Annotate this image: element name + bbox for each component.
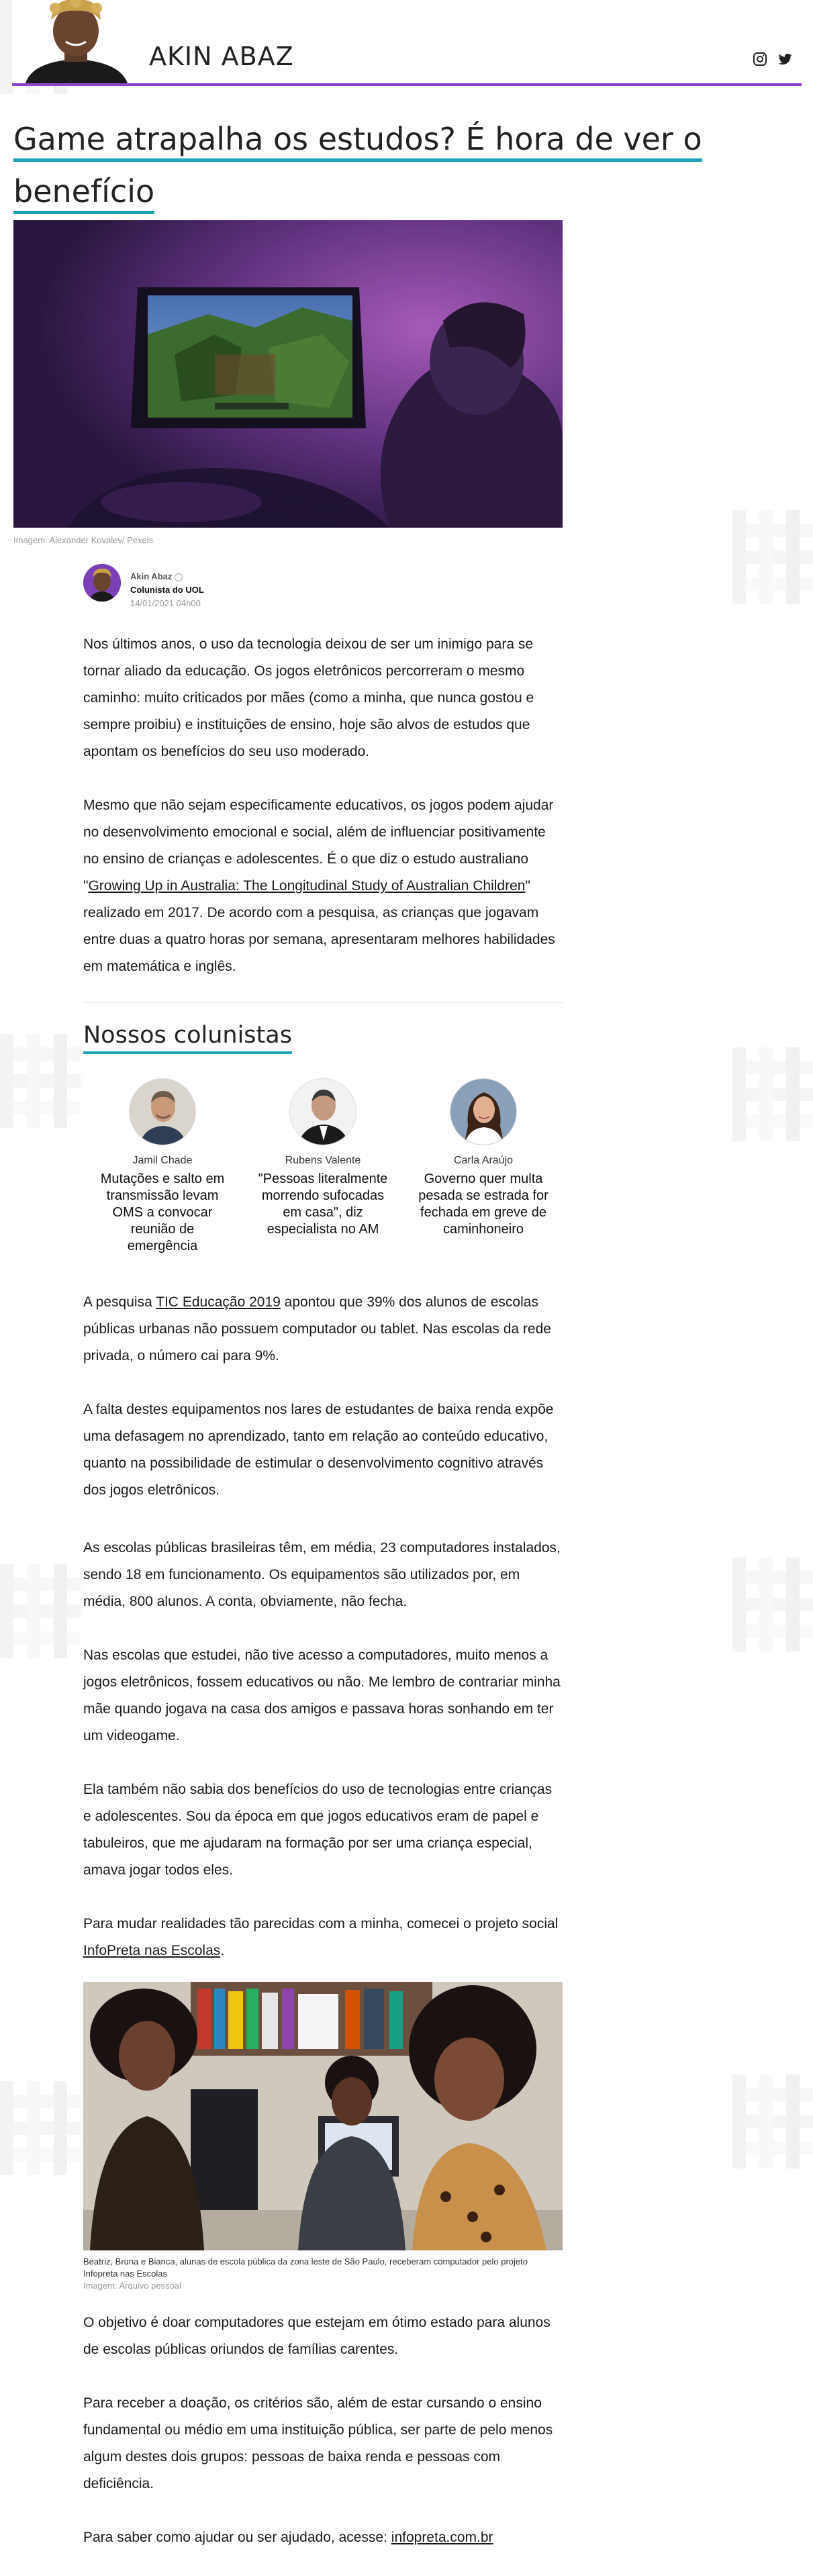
twitter-icon[interactable] [777,51,793,67]
verified-icon [175,573,183,581]
publish-date: 14/01/2021 04h00 [130,598,201,608]
students-photo-credit: Imagem: Arquivo pessoal [83,2281,181,2291]
paragraph-3-text: A pesquisa [83,1294,156,1310]
paragraph-7: Ela também não sabia dos benefícios do uso de tecnologias entre crianças e adolescentes. Sou da época em que jogos educativos eram de papel e tabuleiros, que me ajudaram na formação por ser uma criança especial, amava jogar todos eles. [83,1782,553,1878]
paragraph-2-text-end: " realizado em 2017. De acordo com a pesquisa, as crianças que jogavam entre duas a quatro horas por semana, apresentaram melhores habilidades em matemática e inglês. [83,878,555,974]
paragraph-11-text: Para saber como ajudar ou ser ajudado, acesse: [83,2530,391,2545]
paragraph-8-text-end: . [220,1943,225,1958]
columnist-name: Carla Araújo [453,1155,514,1166]
header-avatar[interactable] [12,0,140,83]
decorative-pattern [732,1047,813,1141]
paragraph-3 [83,1289,563,1370]
paragraph-11 [83,2524,563,2551]
site-header [0,0,813,86]
columnist-card-carla[interactable] [404,1078,563,1238]
author-name-text: Akin Abaz [130,571,173,581]
paragraph-3-text-end: apontou que 39% dos alunos de escolas públicas urbanas não possuem computador ou tablet. Nas escolas da rede privada, o número cai para 9%. [83,1294,551,1364]
hero-image [13,220,563,528]
columnist-photo[interactable] [450,1078,517,1145]
paragraph-6: Nas escolas que estudei, não tive acesso a computadores, muito menos a jogos eletrônicos, fossem educativos ou não. Me lembro de contrariar minha mãe quando jogava na casa dos amigos e passava horas sonhando em ter um videogame. [83,1648,561,1744]
site-author-name[interactable]: AKIN ABAZ [149,42,294,71]
author-role: Colunista do UOL [130,585,204,595]
columnist-headline[interactable]: Mutações e salto em transmissão levam OMS a convocar reunião de emergência [100,1172,225,1253]
paragraph-9: O objetivo é doar computadores que estejam em ótimo estado para alunos de escolas públicas oriundos de famílias carentes. [83,2315,551,2357]
section-divider [83,1002,563,1003]
article-title-line1: Game atrapalha os estudos? É hora de ver o benefício [13,121,702,214]
decorative-pattern [0,2081,81,2175]
columnist-name: Jamil Chade [132,1155,193,1166]
columnist-photo[interactable] [129,1078,196,1145]
decorative-pattern [732,2074,813,2168]
columnist-headline[interactable]: "Pessoas literalmente morrendo sufocadas em casa", diz especialista no AM [258,1172,388,1237]
instagram-icon[interactable] [752,51,768,67]
columnist-card-jamil[interactable] [83,1078,242,1255]
columnist-name: Rubens Valente [285,1155,361,1166]
decorative-pattern [732,510,813,604]
paragraph-5: As escolas públicas brasileiras têm, em média, 23 computadores instalados, sendo 18 em funcionamento. Os equipamentos são utilizados por, em média, 800 alunos. A conta, obviamente, não fecha. [83,1540,561,1609]
paragraph-8-text: Para mudar realidades tão parecidas com a minha, comecei o projeto social [83,1916,559,1931]
paragraph-1: Nos últimos anos, o uso da tecnologia deixou de ser um inimigo para se tornar aliado da educação. Os jogos eletrônicos percorreram o mesmo caminho: muito criticados por mães (como a minha, que nunca gostou e sempre proibiu) e instituições de ensino, hoje são alvos de estudos que apontam os benefícios do seu uso moderado. [83,636,534,759]
paragraph-8 [83,1911,563,1964]
students-photo-caption: Beatriz, Bruna e Bianca, alunas de escola pública da zona leste de São Paulo, receberam computador pelo projeto Infopreta nas Escolas [83,2256,528,2279]
columnists-title: Nossos colunistas [83,1022,292,1054]
header-divider [12,83,802,86]
columnist-photo[interactable] [289,1078,356,1145]
author-avatar[interactable] [83,564,121,602]
decorative-pattern [0,1034,81,1128]
tic-educacao-link[interactable]: TIC Educação 2019 [156,1294,281,1310]
decorative-pattern [0,1564,81,1658]
columnist-headline[interactable]: Governo quer multa pesada se estrada for fechada em greve de caminhoneiro [418,1172,548,1237]
study-link[interactable]: Growing Up in Australia: The Longitudinal Study of Australian Children [88,878,526,894]
paragraph-2 [83,792,563,980]
columnist-card-rubens[interactable] [244,1078,402,1238]
decorative-pattern [732,1558,813,1652]
infopreta-escolas-link[interactable]: InfoPreta nas Escolas [83,1943,221,1958]
paragraph-4: A falta destes equipamentos nos lares de estudantes de baixa renda expõe uma defasagem no aprendizado, tanto em relação ao conteúdo educativo, quanto na possibilidade de estimular o desenvolvimento cognitivo através dos jogos eletrônicos. [83,1402,554,1498]
students-photo [83,1982,563,2250]
infopreta-site-link[interactable]: infopreta.com.br [391,2530,493,2545]
author-name[interactable] [130,571,183,581]
hero-image-caption: Imagem: Alexander Kovalev/ Pexels [13,535,154,545]
paragraph-10: Para receber a doação, os critérios são, além de estar cursando o ensino fundamental ou médio em uma instituição pública, ser parte de pelo menos algum destes dois grupos: pessoas de baixa renda e pessoas com deficiência. [83,2395,553,2491]
paragraph-2-text: Mesmo que não sejam especificamente educativos, os jogos podem ajudar no desenvolvimento emocional e social, além de influenciar positivamente no ensino de crianças e adolescentes. É o que diz o estudo australiano " [83,798,554,894]
